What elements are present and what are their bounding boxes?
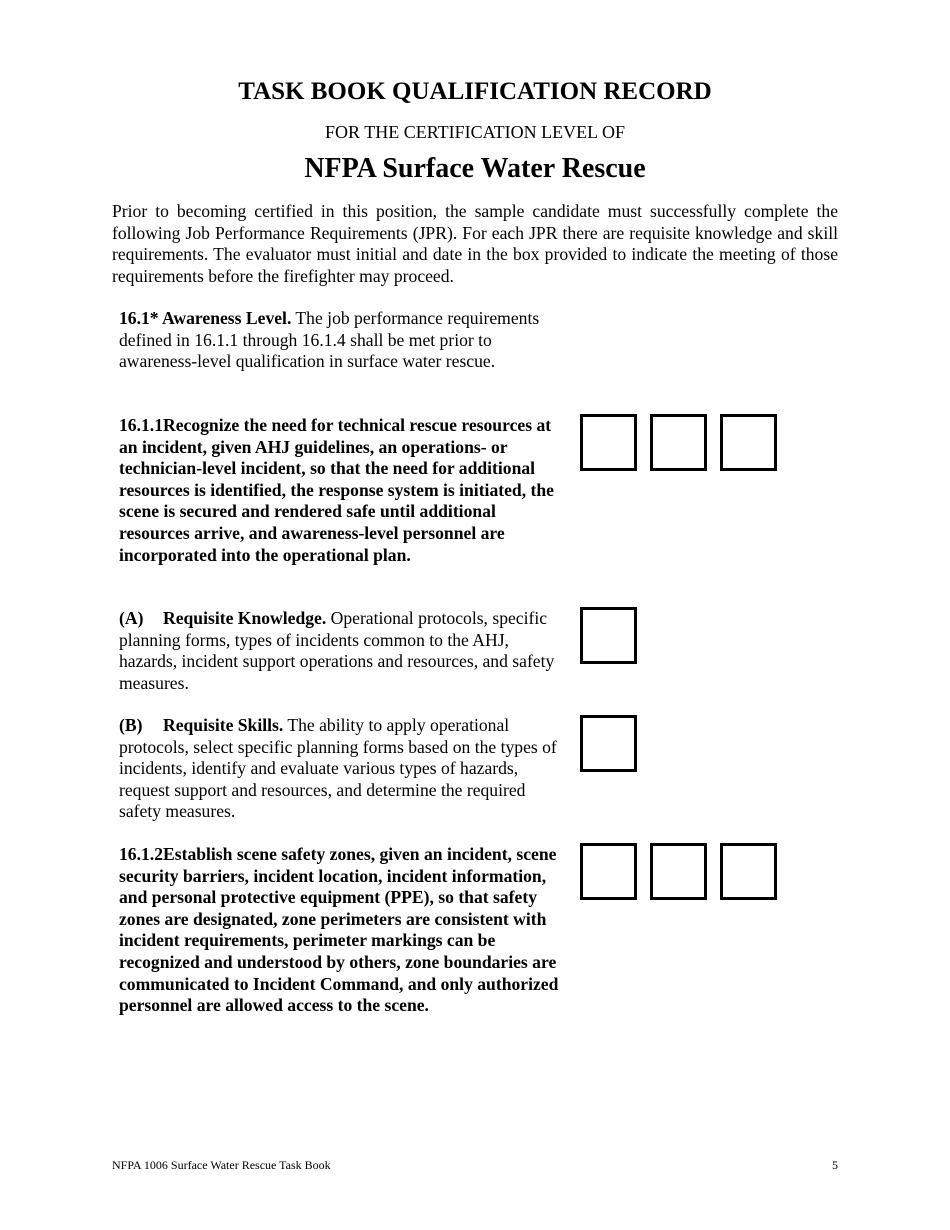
section-16-1-2-signoff-boxes <box>580 843 790 900</box>
section-16-1-1-number: 16.1.1 <box>119 415 163 435</box>
signoff-box[interactable] <box>650 843 707 900</box>
section-16-1-1-b-signoff-boxes <box>580 715 650 772</box>
section-16-1-1-text: Recognize the need for technical rescue resources at an incident, given AHJ guidelines, an operations- or technician-level incident, so that the need for additional resources is identified, the response system is initiated, the scene is secured and rendered safe until additional resources arrive, and awareness-level personnel are incorporated into the operational plan. <box>119 415 554 565</box>
signoff-box[interactable] <box>580 715 637 772</box>
page-footer <box>112 1158 838 1172</box>
signoff-box[interactable] <box>720 414 777 471</box>
page-title: TASK BOOK QUALIFICATION RECORD <box>238 78 712 105</box>
section-16-1-1-b <box>119 715 565 823</box>
intro-paragraph: Prior to becoming certified in this position, the sample candidate must successfully complete the following Job Performance Requirements (JPR). For each JPR there are requisite knowledge and skill requirements. The evaluator must initial and date in the box provided to indicate the meeting of those requirements before the firefighter may proceed. <box>112 201 838 286</box>
section-16-1-1-a-text: Operational protocols, specific planning forms, types of incidents common to the AHJ, hazards, incident support operations and resources, and safety measures. <box>119 608 555 693</box>
section-16-1-1-b-number: (B) <box>119 715 143 735</box>
section-16-1-1-a <box>119 608 565 694</box>
section-16-1-2-number: 16.1.2 <box>119 844 163 864</box>
section-16-1-1-a-lead: Requisite Knowledge. <box>163 608 327 628</box>
signoff-box[interactable] <box>650 414 707 471</box>
section-16-1-1-a-number: (A) <box>119 608 144 628</box>
section-16-1-text: The job performance requirements defined in 16.1.1 through 16.1.4 shall be met prior to awareness-level qualification in surface water rescue. <box>119 308 540 372</box>
signoff-box[interactable] <box>580 414 637 471</box>
signoff-box[interactable] <box>580 607 637 664</box>
page-number: 5 <box>832 1158 838 1172</box>
section-16-1-2 <box>119 844 565 1017</box>
section-16-1-1-a-signoff-boxes <box>580 607 650 664</box>
position-title: NFPA Surface Water Rescue <box>304 153 646 184</box>
section-16-1-1-b-lead: Requisite Skills. <box>163 715 284 735</box>
signoff-box[interactable] <box>720 843 777 900</box>
section-16-1-lead: 16.1* Awareness Level. <box>119 308 292 328</box>
section-16-1-1-b-text: The ability to apply operational protocols, select specific planning forms based on the types of incidents, identify and evaluate various types of hazards, request support and resources, and determine the required safety measures. <box>119 715 557 822</box>
footer-title: NFPA 1006 Surface Water Rescue Task Book <box>112 1158 331 1172</box>
section-16-1-2-text: Establish scene safety zones, given an incident, scene security barriers, incident location, incident information, and personal protective equipment (PPE), so that safety zones are designated, zone perimeters are consistent with incident requirements, perimeter markings can be recognized and understood by others, zone boundaries are communicated to Incident Command, and only authorized personnel are allowed access to the scene. <box>119 844 559 1016</box>
signoff-box[interactable] <box>580 843 637 900</box>
section-16-1-1-signoff-boxes <box>580 414 790 471</box>
section-16-1 <box>119 308 565 373</box>
section-16-1-1 <box>119 415 565 566</box>
certification-level-label: FOR THE CERTIFICATION LEVEL OF <box>325 122 625 142</box>
